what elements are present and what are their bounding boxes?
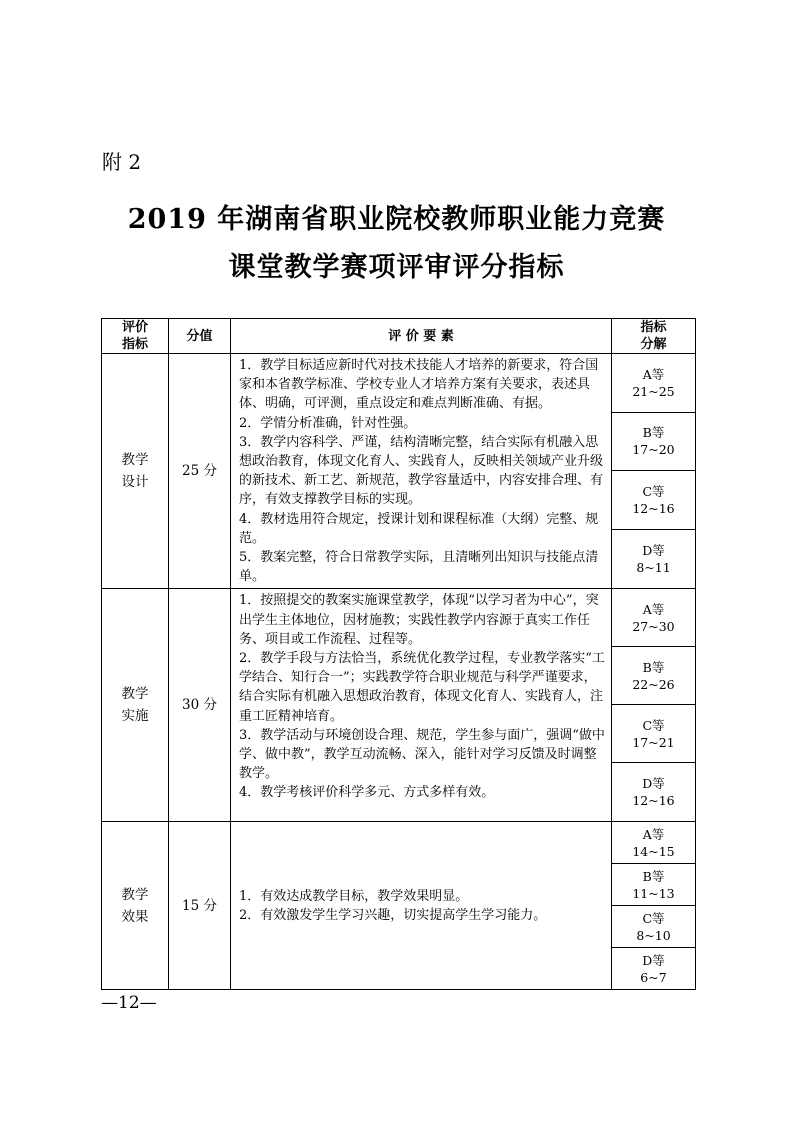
level-grade: D等 bbox=[642, 543, 665, 559]
level-cell bbox=[612, 763, 696, 822]
requirement-item: 3．教学活动与环境创设合理、规范，学生参与面广，强调“做中学、做中教”，教学互动流畅、深入，能针对学习反馈及时调整教学。 bbox=[239, 727, 605, 782]
header-requirements: 评 价 要 素 bbox=[231, 319, 612, 354]
table-row bbox=[102, 822, 696, 864]
document-title-line-1: 2019 年湖南省职业院校教师职业能力竞赛 bbox=[127, 204, 666, 235]
requirement-item: 1．按照提交的教案实施课堂教学，体现“以学习者为中心”，突出学生主体地位，因材施教；实践性教学内容源于真实工作任务、项目或工作流程、过程等。 bbox=[239, 593, 599, 647]
score-cell-effect: 15 分 bbox=[169, 822, 231, 990]
level-cell bbox=[612, 471, 696, 530]
level-grade: C等 bbox=[642, 717, 665, 733]
requirement-item: 1．有效达成教学目标，教学效果明显。 bbox=[239, 888, 469, 904]
indicator-cell-implementation bbox=[102, 589, 169, 822]
level-grade: A等 bbox=[642, 366, 665, 382]
requirements-cell-effect bbox=[231, 822, 612, 990]
indicator-line: 设计 bbox=[121, 474, 149, 491]
level-range: 8~10 bbox=[636, 927, 671, 943]
level-range: 6~7 bbox=[640, 969, 667, 985]
level-range: 27~30 bbox=[632, 618, 675, 634]
indicator-cell-design bbox=[102, 354, 169, 589]
indicator-cell-effect bbox=[102, 822, 169, 990]
header-breakdown-line-2: 分解 bbox=[640, 337, 667, 352]
level-cell bbox=[612, 647, 696, 705]
level-cell bbox=[612, 705, 696, 763]
indicator-line: 实施 bbox=[121, 708, 149, 725]
table-row bbox=[102, 589, 696, 647]
level-grade: A等 bbox=[642, 826, 665, 842]
level-cell bbox=[612, 822, 696, 864]
annex-label: 附 2 bbox=[102, 150, 142, 174]
level-range: 22~26 bbox=[632, 676, 675, 692]
page-number: —12— bbox=[101, 993, 157, 1013]
level-grade: D等 bbox=[642, 952, 665, 968]
level-range: 17~21 bbox=[632, 734, 675, 750]
level-grade: D等 bbox=[642, 776, 665, 792]
header-breakdown bbox=[612, 319, 696, 354]
indicator-line: 效果 bbox=[121, 908, 149, 925]
level-cell bbox=[612, 412, 696, 471]
level-grade: B等 bbox=[642, 425, 665, 441]
level-cell bbox=[612, 529, 696, 589]
header-breakdown-line-1: 指标 bbox=[640, 320, 667, 335]
level-grade: A等 bbox=[642, 601, 665, 617]
level-range: 14~15 bbox=[632, 843, 675, 859]
header-indicator-line-2: 指标 bbox=[121, 337, 148, 352]
table-header-row bbox=[102, 319, 696, 354]
header-indicator-line-1: 评价 bbox=[121, 320, 148, 335]
level-range: 21~25 bbox=[632, 383, 675, 399]
requirement-item: 2．学情分析准确，针对性强。 bbox=[239, 415, 417, 431]
header-score: 分值 bbox=[169, 319, 231, 354]
header-indicator bbox=[102, 319, 169, 354]
score-cell-implementation: 30 分 bbox=[169, 589, 231, 822]
requirements-cell-implementation bbox=[231, 589, 612, 822]
requirement-item: 4．教材选用符合规定，授课计划和课程标准（大纲）完整、规范。 bbox=[239, 511, 599, 546]
level-cell bbox=[612, 906, 696, 948]
scoring-table bbox=[101, 318, 696, 990]
level-range: 17~20 bbox=[632, 442, 675, 458]
level-range: 12~16 bbox=[632, 500, 675, 516]
level-range: 11~13 bbox=[632, 885, 675, 901]
requirement-item: 4．教学考核评价科学多元、方式多样有效。 bbox=[239, 785, 495, 801]
level-grade: C等 bbox=[642, 483, 665, 499]
requirement-item: 5．教案完整，符合日常教学实际，且清晰列出知识与技能点清单。 bbox=[239, 550, 599, 585]
level-range: 12~16 bbox=[632, 793, 675, 809]
level-grade: B等 bbox=[642, 659, 665, 675]
level-cell bbox=[612, 948, 696, 990]
document-title-line-2: 课堂教学赛项评审评分指标 bbox=[228, 252, 565, 283]
requirement-item: 2．教学手段与方法恰当，系统优化教学过程，专业教学落实“工学结合、知行合一”；实践教学符合职业规范与科学严谨要求，结合实际有机融入思想政治教育，体现文化育人、实践育人，注重工匠精神培育。 bbox=[239, 651, 605, 724]
requirements-cell-design bbox=[231, 354, 612, 589]
indicator-line: 教学 bbox=[121, 686, 149, 703]
level-range: 8~11 bbox=[636, 560, 671, 576]
requirement-item: 2．有效激发学生学习兴趣，切实提高学生学习能力。 bbox=[239, 907, 547, 923]
level-grade: B等 bbox=[642, 868, 665, 884]
indicator-line: 教学 bbox=[121, 886, 149, 903]
level-cell bbox=[612, 589, 696, 647]
indicator-line: 教学 bbox=[121, 452, 149, 469]
level-grade: C等 bbox=[642, 910, 665, 926]
level-cell bbox=[612, 354, 696, 413]
score-cell-design: 25 分 bbox=[169, 354, 231, 589]
requirement-item: 3．教学内容科学、严谨，结构清晰完整，结合实际有机融入思想政治教育，体现文化育人、实践育人，反映相关领域产业升级的新技术、新工艺、新规范，教学容量适中，内容安排合理、有序，有效支撑教学目标的实现。 bbox=[239, 434, 604, 508]
requirement-item: 1．教学目标适应新时代对技术技能人才培养的新要求，符合国家和本省教学标准、学校专业人才培养方案有关要求，表述具体、明确，可评测，重点设定和难点判断准确、有据。 bbox=[239, 358, 599, 412]
table-row bbox=[102, 354, 696, 413]
level-cell bbox=[612, 864, 696, 906]
